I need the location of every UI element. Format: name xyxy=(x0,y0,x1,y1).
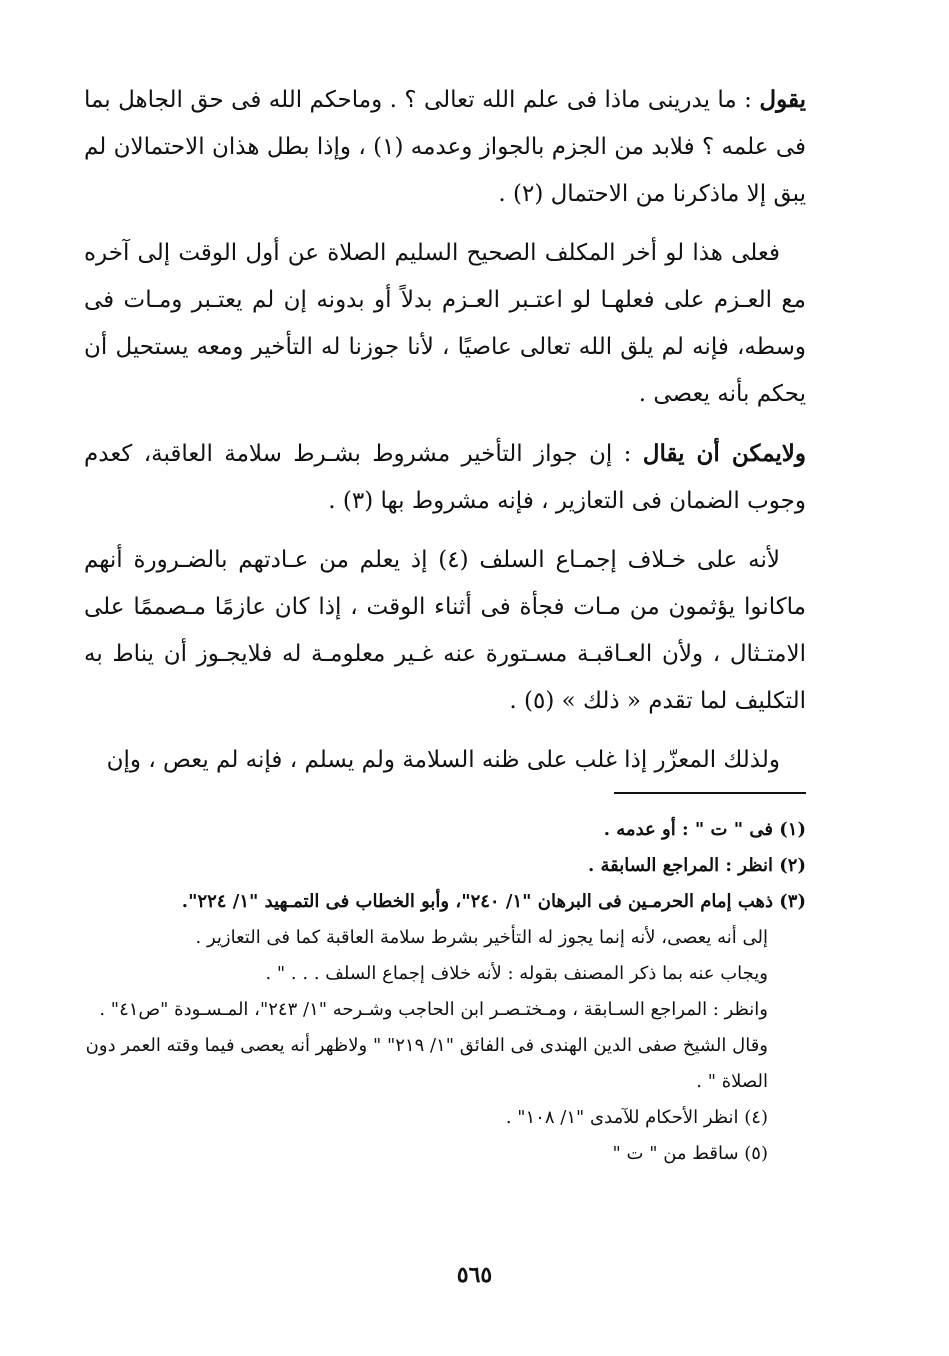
footnotes xyxy=(84,812,806,1172)
footnote-3-line-2: إلى أنه يعصى، لأنه إنما يجوز له التأخير بشرط سلامة العاقبة كما فى التعازير . xyxy=(195,927,768,948)
footnote-5: (٥) ساقط من " ت " xyxy=(612,1143,768,1164)
paragraph-3-text: : إن جواز التأخير مشروط بشـرط سلامة العاقبة، كعدم وجوب الضمان فى التعازير ، فإنه مشروط بها (٣) . xyxy=(84,441,806,514)
footnote-divider xyxy=(614,792,806,794)
paragraph-2: فعلى هذا لو أخر المكلف الصحيح السليم الصلاة عن أول الوقت إلى آخره مع العـزم على فعلهـا لو اعتـبر العـزم بدلاً أو بدونه إن لم يعتـبر ومـات فى وسطه، فإنه لم يلق الله تعالى عاصيًا ، لأنا جوزنا له التأخير ومعه يستحيل أن يحكم بأنه يعصى . xyxy=(84,240,806,407)
paragraph-1 xyxy=(84,76,806,218)
paragraph-1-lead: يقول xyxy=(759,86,807,113)
footnote-1: (١) فى " ت " : أو عدمه . xyxy=(603,819,806,840)
paragraph-4: لأنه على خـلاف إجمـاع السلف (٤) إذ يعلم من عـادتهم بالضـرورة أنهم ماكانوا يؤثمون من مـات فجأة فى أثناء الوقت ، إذا كان عازمًا مـصممًا على الامتـثال ، ولأن العـاقبـة مسـتورة عنه غـير معلومـة له فلايجـوز أن يناط به التكليف لما تقدم « ذلك » (٥) . xyxy=(84,547,806,714)
main-text xyxy=(84,76,806,796)
footnote-3-line-3: ويجاب عنه بما ذكر المصنف بقوله : لأنه خلاف إجماع السلف . . . " . xyxy=(265,963,768,984)
footnote-3-line-4: وانظر : المراجع السـابقة ، ومـختـصـر ابن الحاجب وشـرحه "١/ ٢٤٣"، المـسـودة "ص٤١" . xyxy=(99,999,768,1020)
paragraph-3 xyxy=(84,430,806,525)
paragraph-5: ولذلك المعزّر إذا غلب على ظنه السلامة ولم يسلم ، فإنه لم يعص ، وإن xyxy=(106,747,780,773)
footnote-3-line-5: وقال الشيخ صفى الدين الهندى فى الفائق "١/ ٢١٩" " ولاظهر أنه يعصى فيما وقته العمر دون الصلاة " . xyxy=(85,1035,768,1092)
footnote-4: (٤) انظر الأحكام للآمدى "١/ ١٠٨" . xyxy=(505,1107,768,1128)
footnote-2: (٢) انظر : المراجع السابقة . xyxy=(588,855,806,876)
paragraph-1-text: : ما يدرينى ماذا فى علم الله تعالى ؟ . وماحكم الله فى حق الجاهل بما فى علمه ؟ فلابد من الجزم بالجواز وعدمه (١) ، وإذا بطل هذان الاحتمالان لم يبق إلا ماذكرنا من الاحتمال (٢) . xyxy=(84,87,806,207)
page-number: ٥٦٥ xyxy=(456,1262,493,1288)
paragraph-3-lead: ولايمكن أن يقال xyxy=(642,440,807,467)
footnote-3: (٣) ذهب إمام الحرمـين فى البرهان "١/ ٢٤٠"، وأبو الخطاب فى التمـهيد "١/ ٢٢٤". xyxy=(181,891,806,912)
